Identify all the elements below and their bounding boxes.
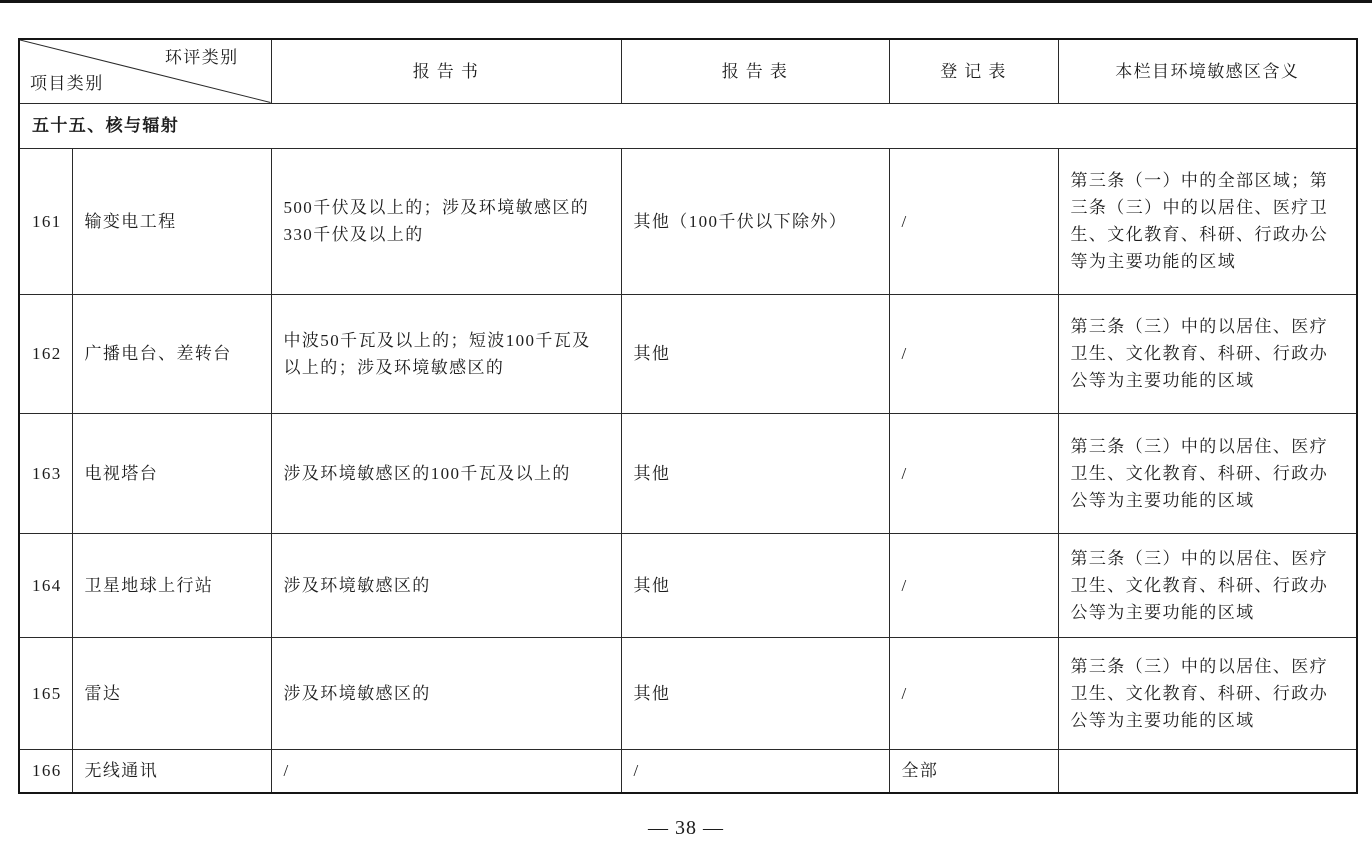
report-book-cell: 涉及环境敏感区的 <box>271 533 621 637</box>
sensitive-area-cell: 第三条（一）中的全部区域；第三条（三）中的以居住、医疗卫生、文化教育、科研、行政办公等为主要功能的区域 <box>1058 148 1357 294</box>
report-book-cell: 中波50千瓦及以上的；短波100千瓦及以上的；涉及环境敏感区的 <box>271 294 621 413</box>
project-name: 雷达 <box>72 637 271 749</box>
register-form-cell: / <box>889 294 1058 413</box>
row-number: 161 <box>19 148 72 294</box>
row-number: 164 <box>19 533 72 637</box>
sensitive-area-cell <box>1058 749 1357 793</box>
table-row <box>19 749 1357 793</box>
report-book-cell: 涉及环境敏感区的 <box>271 637 621 749</box>
row-number: 166 <box>19 749 72 793</box>
table-row <box>19 294 1357 413</box>
table-row <box>19 413 1357 533</box>
top-rule <box>0 0 1372 3</box>
header-row <box>19 39 1357 103</box>
header-eia-category: 环评类别 <box>164 48 239 67</box>
report-form-cell: 其他 <box>621 533 889 637</box>
report-form-cell: 其他 <box>621 413 889 533</box>
report-book-cell: 500千伏及以上的；涉及环境敏感区的330千伏及以上的 <box>271 148 621 294</box>
report-form-cell: 其他（100千伏以下除外） <box>621 148 889 294</box>
report-form-cell: 其他 <box>621 637 889 749</box>
project-name: 无线通讯 <box>72 749 271 793</box>
project-name: 电视塔台 <box>72 413 271 533</box>
header-report-form: 报 告 表 <box>621 39 889 103</box>
row-number: 163 <box>19 413 72 533</box>
sensitive-area-cell: 第三条（三）中的以居住、医疗卫生、文化教育、科研、行政办公等为主要功能的区域 <box>1058 413 1357 533</box>
table-row <box>19 533 1357 637</box>
sensitive-area-cell: 第三条（三）中的以居住、医疗卫生、文化教育、科研、行政办公等为主要功能的区域 <box>1058 533 1357 637</box>
report-book-cell: / <box>271 749 621 793</box>
header-project-category: 项目类别 <box>30 73 104 93</box>
report-form-cell: 其他 <box>621 294 889 413</box>
section-title: 五十五、核与辐射 <box>19 103 1357 148</box>
row-number: 165 <box>19 637 72 749</box>
project-name: 卫星地球上行站 <box>72 533 271 637</box>
table-row <box>19 637 1357 749</box>
register-form-cell: / <box>889 533 1058 637</box>
project-name: 广播电台、差转台 <box>72 294 271 413</box>
table-row <box>19 148 1357 294</box>
project-name: 输变电工程 <box>72 148 271 294</box>
classification-table <box>18 38 1358 794</box>
register-form-cell: / <box>889 637 1058 749</box>
register-form-cell: / <box>889 413 1058 533</box>
header-sensitive-area: 本栏目环境敏感区含义 <box>1058 39 1357 103</box>
header-register-form: 登 记 表 <box>889 39 1058 103</box>
diagonal-header-cell <box>19 39 271 103</box>
section-row <box>19 103 1357 148</box>
page-number: — 38 — <box>648 817 724 839</box>
report-form-cell: / <box>621 749 889 793</box>
sensitive-area-cell: 第三条（三）中的以居住、医疗卫生、文化教育、科研、行政办公等为主要功能的区域 <box>1058 637 1357 749</box>
report-book-cell: 涉及环境敏感区的100千瓦及以上的 <box>271 413 621 533</box>
header-report-book: 报 告 书 <box>271 39 621 103</box>
row-number: 162 <box>19 294 72 413</box>
register-form-cell: / <box>889 148 1058 294</box>
sensitive-area-cell: 第三条（三）中的以居住、医疗卫生、文化教育、科研、行政办公等为主要功能的区域 <box>1058 294 1357 413</box>
register-form-cell: 全部 <box>889 749 1058 793</box>
